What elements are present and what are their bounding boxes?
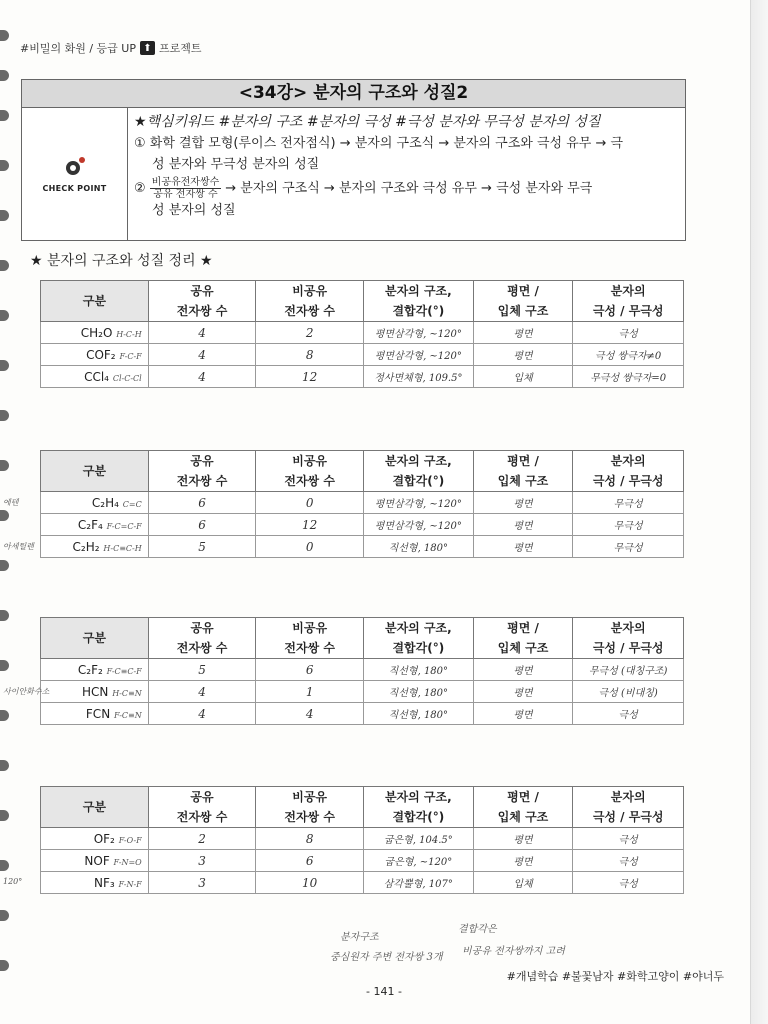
table-row xyxy=(41,850,684,872)
compound-cell xyxy=(41,703,149,725)
header-cell: 극성 / 무극성 xyxy=(573,807,684,828)
table-header-row xyxy=(41,451,684,472)
item1-line2: 성 분자와 무극성 분자의 성질 xyxy=(152,157,320,172)
compound-cell xyxy=(41,322,149,344)
header-cell: 전자쌍 수 xyxy=(148,807,256,828)
plane-cell: 평면 xyxy=(473,659,573,681)
header-cell: 공유 xyxy=(148,618,256,639)
plane-cell: 평면 xyxy=(473,828,573,850)
table-row xyxy=(41,828,684,850)
checkpoint-panel xyxy=(22,108,128,240)
structure-sketch: F-N-F xyxy=(118,879,142,889)
structure-sketch: F-C≡N xyxy=(114,710,142,720)
compound-formula: C₂H₂ xyxy=(72,539,100,554)
lone-pairs-cell: 1 xyxy=(256,681,364,703)
plane-cell: 평면 xyxy=(473,514,573,536)
compound-cell xyxy=(41,828,149,850)
structure-angle-cell: 삼각뿔형, 107° xyxy=(363,872,473,894)
up-arrow-icon: ⬆ xyxy=(140,41,155,55)
polarity-cell: 극성 쌍극자≠0 xyxy=(573,344,684,366)
handwritten-note: 중심원자 주변 전자쌍 3개 xyxy=(330,952,443,963)
compound-cell xyxy=(3,492,149,514)
compound-cell xyxy=(41,344,149,366)
plane-cell: 평면 xyxy=(473,681,573,703)
table-row xyxy=(41,514,684,536)
shared-pairs-cell: 5 xyxy=(148,659,256,681)
polarity-cell: 무극성 쌍극자=0 xyxy=(573,366,684,388)
shared-pairs-cell: 3 xyxy=(148,850,256,872)
header-cell: 비공유 xyxy=(256,451,364,472)
structure-sketch: F-C-F xyxy=(119,351,142,361)
structure-sketch: F-N=O xyxy=(113,857,142,867)
structure-angle-cell: 정사면체형, 109.5° xyxy=(363,366,473,388)
compound-formula: CH₂O xyxy=(80,325,113,340)
polarity-cell: 극성 xyxy=(573,850,684,872)
electron-pair-fraction xyxy=(150,177,222,200)
polarity-cell: 무극성 xyxy=(573,536,684,558)
compound-formula: NF₃ xyxy=(94,875,115,890)
lone-pairs-cell: 0 xyxy=(256,492,364,514)
lone-pairs-cell: 2 xyxy=(256,322,364,344)
compound-formula: COF₂ xyxy=(86,347,116,362)
polarity-cell: 극성 xyxy=(573,703,684,725)
lone-pairs-cell: 10 xyxy=(256,872,364,894)
checkpoint-label: CHECK POINT xyxy=(42,183,107,193)
structure-angle-cell: 평면삼각형, ~120° xyxy=(363,344,473,366)
lesson-title: <34강> 분자의 구조와 성질2 xyxy=(22,80,685,108)
structure-angle-cell: 직선형, 180° xyxy=(363,536,473,558)
header-cell: 전자쌍 수 xyxy=(148,471,256,492)
header-cell: 비공유 xyxy=(256,281,364,302)
compound-cell xyxy=(3,681,149,703)
binding-holes xyxy=(0,20,12,1020)
header-cell: 분자의 xyxy=(573,451,684,472)
structure-sketch: F-O-F xyxy=(118,835,142,845)
header-cell: 결합각(°) xyxy=(363,301,473,322)
structure-sketch: H-C≡C-H xyxy=(103,543,142,553)
header-cell: 분자의 xyxy=(573,787,684,808)
structure-sketch: H-C-H xyxy=(116,329,142,339)
polarity-cell: 극성 xyxy=(573,322,684,344)
compound-formula: C₂F₄ xyxy=(77,517,103,532)
polarity-cell: 극성 (비대칭) xyxy=(573,681,684,703)
header-cell: 전자쌍 수 xyxy=(256,638,364,659)
margin-note: 120° xyxy=(3,877,23,886)
table-row xyxy=(41,322,684,344)
compound-cell xyxy=(3,872,149,894)
structure-angle-cell: 굽은형, ~120° xyxy=(363,850,473,872)
header-cell: 공유 xyxy=(148,281,256,302)
property-table xyxy=(3,617,684,725)
header-compound: 구분 xyxy=(41,281,149,322)
compound-formula: C₂F₂ xyxy=(77,662,103,677)
header-cell: 극성 / 무극성 xyxy=(573,638,684,659)
table-row xyxy=(41,872,684,894)
header-cell: 평면 / xyxy=(473,281,573,302)
checkpoint-icon xyxy=(64,156,86,178)
structure-sketch: Cl-C-Cl xyxy=(112,373,142,383)
plane-cell: 평면 xyxy=(473,344,573,366)
plane-cell: 입체 xyxy=(473,872,573,894)
polarity-cell: 극성 xyxy=(573,828,684,850)
shared-pairs-cell: 6 xyxy=(148,514,256,536)
plane-cell: 평면 xyxy=(473,492,573,514)
structure-sketch: F-C≡C-F xyxy=(106,666,142,676)
lone-pairs-cell: 8 xyxy=(256,828,364,850)
header-cell: 전자쌍 수 xyxy=(256,471,364,492)
shared-pairs-cell: 4 xyxy=(148,322,256,344)
compound-formula: FCN xyxy=(85,706,111,721)
header-cell: 분자의 구조, xyxy=(364,618,474,639)
shared-pairs-cell: 3 xyxy=(148,872,256,894)
header-cell: 평면 / xyxy=(473,451,573,472)
structure-sketch: C=C xyxy=(122,499,142,509)
shared-pairs-cell: 4 xyxy=(148,344,256,366)
item2-line1: → 분자의 구조식 → 분자의 구조와 극성 유무 → 극성 분자와 무극 xyxy=(225,181,593,196)
header-compound: 구분 xyxy=(41,618,149,659)
lone-pairs-cell: 8 xyxy=(256,344,364,366)
header-cell: 공유 xyxy=(148,451,256,472)
header-cell: 비공유 xyxy=(256,787,364,808)
header-cell: 입체 구조 xyxy=(473,638,573,659)
polarity-cell: 무극성 xyxy=(573,492,684,514)
item2-marker: ② xyxy=(134,181,146,196)
table-header-row xyxy=(41,787,684,808)
handwritten-note: 분자구조 xyxy=(340,932,379,943)
header-left-text: #비밀의 화원 / 등급 UP xyxy=(20,42,136,55)
table-row xyxy=(41,536,684,558)
section-title: ★ 분자의 구조와 성질 정리 ★ xyxy=(30,253,213,269)
structure-angle-cell: 평면삼각형, ~120° xyxy=(363,322,473,344)
table-row xyxy=(41,681,684,703)
structure-angle-cell: 평면삼각형, ~120° xyxy=(363,492,473,514)
fraction-denominator: 공유 전자쌍 수 xyxy=(153,189,218,200)
header-cell: 입체 구조 xyxy=(473,301,573,322)
compound-formula: OF₂ xyxy=(93,831,115,846)
lone-pairs-cell: 0 xyxy=(256,536,364,558)
polarity-cell: 극성 xyxy=(573,872,684,894)
header-cell: 극성 / 무극성 xyxy=(573,471,684,492)
table-row xyxy=(41,703,684,725)
header-cell: 전자쌍 수 xyxy=(148,638,256,659)
polarity-cell: 무극성 (대칭구조) xyxy=(573,659,684,681)
lone-pairs-cell: 6 xyxy=(256,659,364,681)
structure-angle-cell: 직선형, 180° xyxy=(364,659,474,681)
keyword-panel xyxy=(134,112,679,221)
header-cell: 전자쌍 수 xyxy=(256,807,364,828)
header-cell: 분자의 구조, xyxy=(363,787,473,808)
shared-pairs-cell: 4 xyxy=(148,703,256,725)
item2-line2: 성 분자의 성질 xyxy=(152,203,236,218)
shared-pairs-cell: 6 xyxy=(148,492,256,514)
fraction-numerator: 비공유전자쌍수 xyxy=(151,177,220,188)
header-cell: 평면 / xyxy=(473,787,573,808)
plane-cell: 입체 xyxy=(473,366,573,388)
header-cell: 비공유 xyxy=(256,618,364,639)
lone-pairs-cell: 12 xyxy=(256,366,364,388)
header-cell: 입체 구조 xyxy=(473,807,573,828)
header-cell: 전자쌍 수 xyxy=(148,301,256,322)
lesson-box xyxy=(21,79,686,241)
header-cell: 공유 xyxy=(148,787,256,808)
compound-cell xyxy=(3,536,149,558)
structure-angle-cell: 굽은형, 104.5° xyxy=(363,828,473,850)
header-cell: 극성 / 무극성 xyxy=(573,301,684,322)
header-compound: 구분 xyxy=(41,451,149,492)
shared-pairs-cell: 4 xyxy=(148,366,256,388)
compound-formula: NOF xyxy=(84,853,110,868)
lone-pairs-cell: 6 xyxy=(256,850,364,872)
table-header-row xyxy=(41,281,684,302)
plane-cell: 평면 xyxy=(473,322,573,344)
plane-cell: 평면 xyxy=(473,703,573,725)
lone-pairs-cell: 12 xyxy=(256,514,364,536)
plane-cell: 평면 xyxy=(473,850,573,872)
property-table xyxy=(40,280,684,388)
shared-pairs-cell: 4 xyxy=(148,681,256,703)
header-compound: 구분 xyxy=(41,787,149,828)
page-number: - 141 - xyxy=(366,985,402,998)
keywords-line: ★핵심키워드 #분자의 구조 #분자의 극성 #극성 분자와 무극성 분자의 성질 xyxy=(134,114,601,130)
header-cell: 분자의 xyxy=(573,281,684,302)
page-header xyxy=(20,40,202,56)
compound-cell xyxy=(41,659,149,681)
header-cell: 분자의 구조, xyxy=(363,451,473,472)
shared-pairs-cell: 2 xyxy=(148,828,256,850)
compound-formula: CCl₄ xyxy=(84,369,109,384)
footer-tags: #개념학습 #불꽃남자 #화학고양이 #야너두 xyxy=(506,970,724,983)
header-cell: 입체 구조 xyxy=(473,471,573,492)
header-cell: 결합각(°) xyxy=(363,807,473,828)
structure-sketch: H-C≡N xyxy=(112,688,142,698)
header-cell: 분자의 xyxy=(573,618,684,639)
structure-angle-cell: 직선형, 180° xyxy=(364,703,474,725)
margin-note: 에텐 xyxy=(3,498,19,507)
table-row xyxy=(41,659,684,681)
lone-pairs-cell: 4 xyxy=(256,703,364,725)
shared-pairs-cell: 5 xyxy=(148,536,256,558)
table-row xyxy=(41,492,684,514)
header-right-text: 프로젝트 xyxy=(158,42,202,55)
handwritten-note: 결합각은 xyxy=(458,924,497,935)
compound-cell xyxy=(41,850,149,872)
page-edge xyxy=(750,0,768,1024)
table-header-row xyxy=(41,618,684,639)
header-cell: 평면 / xyxy=(473,618,573,639)
plane-cell: 평면 xyxy=(473,536,573,558)
header-cell: 결합각(°) xyxy=(364,638,474,659)
polarity-cell: 무극성 xyxy=(573,514,684,536)
item1-line1: ① 화학 결합 모형(루이스 전자점식) → 분자의 구조식 → 분자의 구조와 극성 유무 → 극 xyxy=(134,136,624,151)
compound-cell xyxy=(41,366,149,388)
structure-angle-cell: 직선형, 180° xyxy=(364,681,474,703)
property-table xyxy=(3,786,684,894)
handwritten-note: 비공유 전자쌍까지 고려 xyxy=(462,946,565,957)
property-table xyxy=(3,450,684,558)
header-cell: 분자의 구조, xyxy=(363,281,473,302)
margin-note: 사이안화수소 xyxy=(3,687,50,696)
compound-formula: C₂H₄ xyxy=(91,495,119,510)
item2-line1-row xyxy=(134,177,679,200)
table-row xyxy=(41,366,684,388)
structure-sketch: F-C=C-F xyxy=(106,521,142,531)
table-row xyxy=(41,344,684,366)
compound-formula: HCN xyxy=(81,684,109,699)
compound-cell xyxy=(41,514,149,536)
structure-angle-cell: 평면삼각형, ~120° xyxy=(363,514,473,536)
margin-note: 아세틸렌 xyxy=(3,542,34,551)
header-cell: 결합각(°) xyxy=(363,471,473,492)
header-cell: 전자쌍 수 xyxy=(256,301,364,322)
